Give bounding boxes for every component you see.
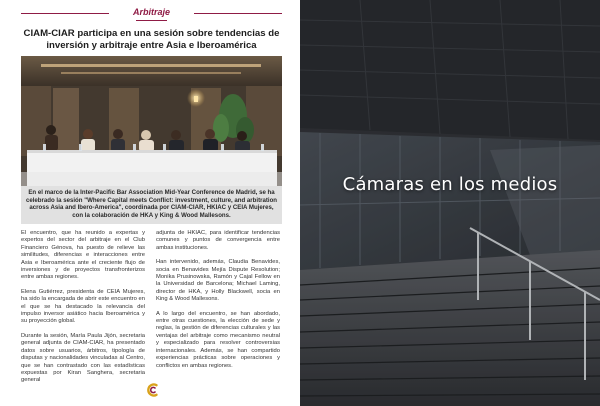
section-label: Arbitraje bbox=[132, 7, 170, 17]
event-photo-illustration bbox=[21, 56, 282, 186]
cover-title: Cámaras en los medios bbox=[342, 174, 558, 195]
paragraph: Durante la sesión, María Paula Jijón, secretaria general adjunta de CIAM-CIAR, ha presentado datos sobre usuarios, árbitros, tipología de disputas y nacionalidades vinculadas al Centro, que se han contrastado con las estadísticas expuestas por Kiran Sanghera, secretaria general bbox=[21, 332, 145, 384]
article-title: CIAM-CIAR participa en una sesión sobre tendencias de inversión y arbitraje entre Asia e Iberoamérica bbox=[23, 28, 280, 51]
section-rule-right bbox=[194, 13, 282, 14]
paragraph: adjunta de HKIAC, para identificar tendencias comunes y puntos de convergencia entre ambas instituciones. bbox=[156, 230, 280, 251]
paragraph: A lo largo del encuentro, se han abordado, entre otras cuestiones, la elección de sede y reglas, la gestión de diferencias culturales y las ventajas del arbitraje como mecanismo neutral y especializado para resolver controversias internacionales. Además, se han compartido experiencias prácticas sobre operaciones y conflictos en ambas regiones. bbox=[156, 310, 280, 369]
photo-caption: En el marco de la Inter-Pacific Bar Association Mid-Year Conference de Madrid, se ha celebrado la sesión "Where Capital meets Conflict: investment, culture, and arbitration across Asia and Ibero-America", coordinada por CIAM-CIAR, HKIAC y CEIA Mujeres, con la colaboración de HKA y King & Wood Mallesons. bbox=[21, 186, 282, 224]
article-column-2 bbox=[156, 230, 280, 377]
paragraph: El encuentro, que ha reunido a expertas y expertos del sector del arbitraje en el Club Financiero Génova, ha puesto de relieve las similitudes, diferencias e interacciones entre Asia e Iberoamérica ante el creciente flujo de inversiones y de proyectos transfronterizos entre ambas regiones. bbox=[21, 230, 145, 281]
building-stairs-photo bbox=[300, 0, 600, 406]
paragraph: Han intervenido, además, Claudia Benavides, socia en Benavides Mejía Dispute Resolution; Monika Prusinowska, Ramón y Cajal Fellow en la Universidad de Barcelona; Michael Laming, director de HKA, y Holly Blackwell, socia en King & Wood Mallesons. bbox=[156, 259, 280, 303]
article-column-1 bbox=[21, 230, 145, 392]
section-header bbox=[21, 8, 282, 20]
section-rule-left bbox=[21, 13, 109, 14]
ciam-ciar-logo-icon bbox=[146, 382, 160, 403]
paragraph: Elena Gutiérrez, presidenta de CEIA Mujeres, ha sido la encargada de abrir este encuentro en el que se ha destacado la relevancia del impulso inversor asiático hacia Iberoamérica y su proyección global. bbox=[21, 288, 145, 325]
event-photo bbox=[21, 56, 282, 186]
section-underline bbox=[136, 20, 167, 21]
right-page bbox=[300, 0, 600, 406]
